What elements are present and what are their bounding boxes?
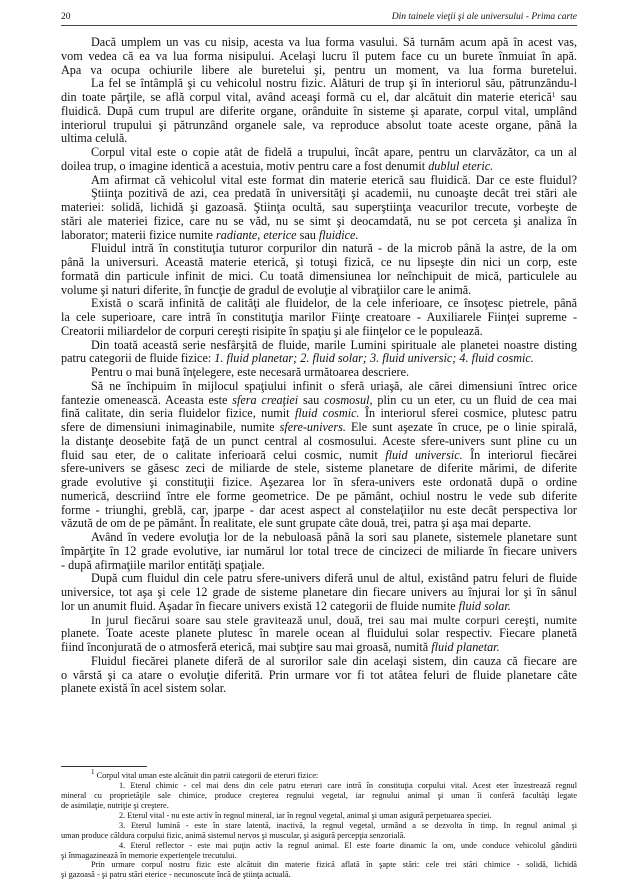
footnote-line: mineral cu proprietăţile sale chimice, produce creşterea regnului vegetal, iar regnului animal şi uman îi conferă facultăţi legate — [61, 790, 577, 800]
footnote-line: uman produce căldura corpului fizic, animă sistemul nervos şi muscular, şi asigură percepţia senzorială. — [61, 830, 406, 840]
running-header — [61, 12, 577, 26]
text-line: volume şi naturi diferite, în funcţie de gradul de evoluţie al vibraţiilor care le animă. — [61, 282, 472, 297]
italic-term: dublul eteric. — [428, 158, 494, 173]
text-line: formată din particule infinit de mici. Cu toată dimensiunea lor neînchipuit de mică, particulele au — [61, 268, 577, 283]
footnote-text: Corpul vital uman este alcătuit din patrii categorii de eteruri fizice: — [96, 771, 319, 780]
text-line — [61, 352, 577, 366]
italic-term: fluid cosmic. — [294, 406, 360, 421]
text-span: patru categorii de fluide fizice: — [61, 351, 215, 366]
text-line: grade evolutive şi constituţii fizice. Aşezarea lor în sfera-univers este ordonată după o ordine — [61, 475, 577, 489]
running-title: Din tainele vieţii şi ale universului - Prima carte — [391, 12, 577, 22]
text-line — [61, 600, 577, 614]
text-line: o vârstă şi ca atare o evoluţie diferită. Prin urmare vor fi tot atâtea feluri de fluide planetare câte — [61, 667, 577, 682]
header-rule — [61, 25, 577, 26]
italic-term: 1. fluid planetar; 2. fluid solar; 3. fluid universic; 4. fluid cosmic. — [214, 351, 534, 366]
text-span: În interiorul sferei cosmice, plutesc patru — [359, 406, 577, 421]
text-line — [61, 229, 577, 243]
text-span: sau — [296, 227, 319, 242]
text-line: Creatorii miliardelor de corpuri cereşti risipite în spaţiu şi ale fiinţelor ce le populează. — [61, 323, 483, 338]
italic-term: radiante, eterice — [216, 227, 297, 242]
text-line: Pentru o mai bună înţelegere, este necesară următoarea descriere. — [91, 365, 410, 379]
text-line: Fluidul fiecărei planete diferă de al surorilor sale din acelaşi sistem, din cauza că fiecare are — [91, 653, 577, 668]
text-line: După cum fluidul din cele patru sfere-univers diferă unul de altul, existând patru feluri de fluide — [91, 571, 577, 586]
text-span: sfere de dimensiuni inimaginabile, numite — [61, 420, 280, 434]
footnote-line — [61, 768, 577, 781]
italic-term: cosmosul, — [324, 392, 373, 407]
text-span: În interiorul fiecărei — [462, 447, 577, 462]
text-line: la cele superioare, care intră în constituţia marilor Fiinţe creatoare - Auxiliarele Fiinţei supreme - — [61, 310, 577, 324]
text-line — [61, 407, 577, 421]
text-line: Fluidul intră în constituţia tuturor corpurilor din natură - de la microb până la astre, de la om — [91, 241, 577, 256]
text-line: văzută de om de pe pământ. În realitate, ele sunt grupate câte două, trei, patra şi aşa mai departe. — [61, 516, 532, 531]
footnote-line: 3. Eterul lumină - este în stare latentă, inactivă, la regnul vegetal, urmând a se dezvolta în timp. In regnul animal şi — [119, 820, 577, 830]
text-line: stări ale materiei fizice, care nu se văd, nu se simt şi deocamdată, nu se pot cerceta şi analiza în — [61, 213, 577, 228]
text-line: Apa va ocupa ochiurile libere ale buretelui şi, pentru un moment, va lua forma buretelui. — [61, 62, 577, 77]
text-line: - după afirmaţiile marilor entităţi spaţiale. — [61, 557, 265, 572]
italic-term: sfera creaţiei — [232, 392, 299, 407]
text-line: In jurul fiecărui soare sau stele gravitează unul, două, trei sau mai multe corpuri cereşti, numite — [91, 613, 577, 627]
text-line: La fel se întâmplă şi cu vehicolul nostru fizic. Alături de trup şi în interiorul său, pătrunzându-l — [91, 76, 577, 91]
text-line: materiei: solidă, lichidă şi gazoasă. Ştiinţa ocultă, sau superştiinţa veacurilor trecute, vorbeşte de — [61, 200, 577, 214]
main-text — [61, 36, 577, 696]
text-span: Ele sunt aşezate în cruce, pe o linie spirală, — [345, 420, 577, 434]
italic-term: fluidice. — [318, 227, 359, 242]
text-line — [61, 421, 577, 435]
text-line: Să ne închipuim în mijlocul spaţiului infinit o sferă uriaşă, ale cărei dimensiuni întrec orice — [91, 378, 577, 393]
page-number: 20 — [61, 12, 71, 22]
text-span: doilea trup, o imagine identică a acestuia, motiv pentru care a fost denumit — [61, 158, 429, 173]
text-line — [61, 160, 577, 174]
text-line — [61, 449, 577, 463]
text-line: Am afirmat că vehicolul vital este format din materie eterică sau fluidică. Dar ce este fluidul? — [91, 172, 577, 187]
text-line — [61, 394, 577, 408]
footnote-line: 1. Eterul chimic - cel mai dens din cele patru eteruri care intră în constituţia corpului vital. Acest eter înzestrează regnul — [119, 780, 577, 790]
text-line: Corpul vital este o copie atât de fidelă a trupului, încât apare, pentru un clarvăzător, ca un al — [91, 145, 577, 159]
text-line: fluidică. După cum trupul are diferite organe, orânduite în sisteme şi aparate, corpul vital, umplând — [61, 103, 577, 118]
text-span: fiind înconjurată de o atmosferă eterică, mai subţire sau mai groasă, numită — [61, 640, 432, 654]
text-span: sau — [298, 392, 325, 407]
footnote-rule — [61, 766, 147, 767]
text-line: vom vedea că ea va lua forma nisipului. Acelaşi lucru îl putem face cu un burete înmuiat în apă. — [61, 48, 577, 63]
italic-term: fluid planetar. — [431, 640, 500, 654]
footnote-line: de asimilaţie, nutriţie şi creştere. — [61, 800, 169, 810]
text-line: interiorul trupului şi pătrunzând organele sale, va reproduce absolut toate aceste organe, până la — [61, 117, 577, 132]
italic-term: fluid universic. — [385, 447, 463, 462]
text-line: până la universuri. Această materie eterică, şi totuşi fizică, ce nu lipseşte din nici un corp, este — [61, 255, 577, 269]
footnote-line: şi înmagazinează în memorie experienţele trecutului. — [61, 850, 237, 860]
footnote-line: 4. Eterul reflector - este mai puţin activ la regnul animal. El este foarte dinamic la om, unde conduce vehicolul gândirii — [119, 840, 577, 850]
text-line: la distanţe deosebite faţă de un punct central al cosmosului. Aceste sfere-univers sunt pline cu un — [61, 433, 577, 448]
text-line: planete. Toate aceste planete plutesc în marele ocean al fluidului solar respectiv. Fiecare planetă — [61, 626, 577, 641]
text-line: ultima celulă. — [61, 131, 128, 146]
text-span: fluid sau eter, de o calitate inferioară celui cosmic, numit — [61, 447, 386, 462]
text-span: laborator; materii fizice numite — [61, 227, 216, 242]
text-line: Dacă umplem un vas cu nisip, acesta va lua forma vasului. Să turnăm acum apă în acest vas, — [91, 35, 577, 49]
text-line — [61, 641, 577, 655]
footnote-marker: 1 — [91, 768, 95, 776]
text-span: fantezie omenească. Aceasta este — [61, 392, 233, 407]
italic-term: sfere-univers. — [279, 420, 346, 434]
italic-term: fluid solar. — [458, 598, 511, 613]
text-line: Având în vedere evoluţia lor de la nebuloasă până la sori sau planete, sistemele planetare sunt — [91, 530, 577, 544]
footnote-line: Prin urmare corpul nostru fizic este alcătuit din materie fizică aflată în şapte stări: cele trei stări chimice - solidă, lichidă — [91, 860, 577, 870]
text-line: Din toată această serie nesfârşită de fluide, marile Lumini spirituale ale planetei noastre disting — [91, 337, 577, 352]
text-line: universice, tot aşa şi cele 12 grade de sisteme planetare din fiecare univers au înjurai lor şi în sânul — [61, 585, 577, 599]
text-span: fină calitate, din seria fluidelor fizice, numit — [61, 406, 295, 421]
text-line: împărţite în 12 grade evolutive, iar numărul lor total trece de cincizeci de miliarde în fiecare univers — [61, 543, 577, 558]
text-line — [61, 91, 577, 105]
text-line: planete există în acel sistem solar. — [61, 681, 227, 696]
footnote-ref: 1 — [551, 91, 556, 99]
text-span: lor un anumit fluid. Aşadar în fiecare univers există 12 categorii de fluide numite — [61, 598, 459, 613]
text-span: sau — [555, 90, 578, 104]
footnote-line: 2. Eterul vital - nu este activ în regnul mineral, iar în regnul vegetal, animal şi uman asigură perpetuarea speciei. — [119, 810, 492, 820]
text-line: forme - triunghi, greblă, car, jparpe - dar acest aspect al constelaţiilor nu este decât perspectiva lor — [61, 502, 577, 517]
text-span: plin cu un eter, cu un fluid de cea mai — [372, 392, 577, 407]
footnote-line: şi gazoasă - şi patru stări eterice - necunoscute încă de ştiinţa actuală. — [61, 870, 291, 880]
text-line: Există o scară infinită de calităţi ale fluidelor, de la cele inferioare, ce însoţesc pietrele, până — [91, 296, 577, 311]
text-span: din toate părţile, se află corpul vital, având aceaşi formă cu el, dar alcătuit din materie eterică — [61, 90, 552, 104]
text-line: Ştiinţa pozitivă de azi, cea predată în universităţi şi academii, nu cunoaşte decât trei stări ale — [91, 186, 577, 201]
text-line: numerică, descriind între ele forme geometrice. De pe pământ, ochiul nostru le vede sub diferite — [61, 488, 577, 503]
text-line: sfere-univers se găsesc zeci de miliarde de stele, sisteme planetare de diferite mărimi, de diferite — [61, 461, 577, 476]
